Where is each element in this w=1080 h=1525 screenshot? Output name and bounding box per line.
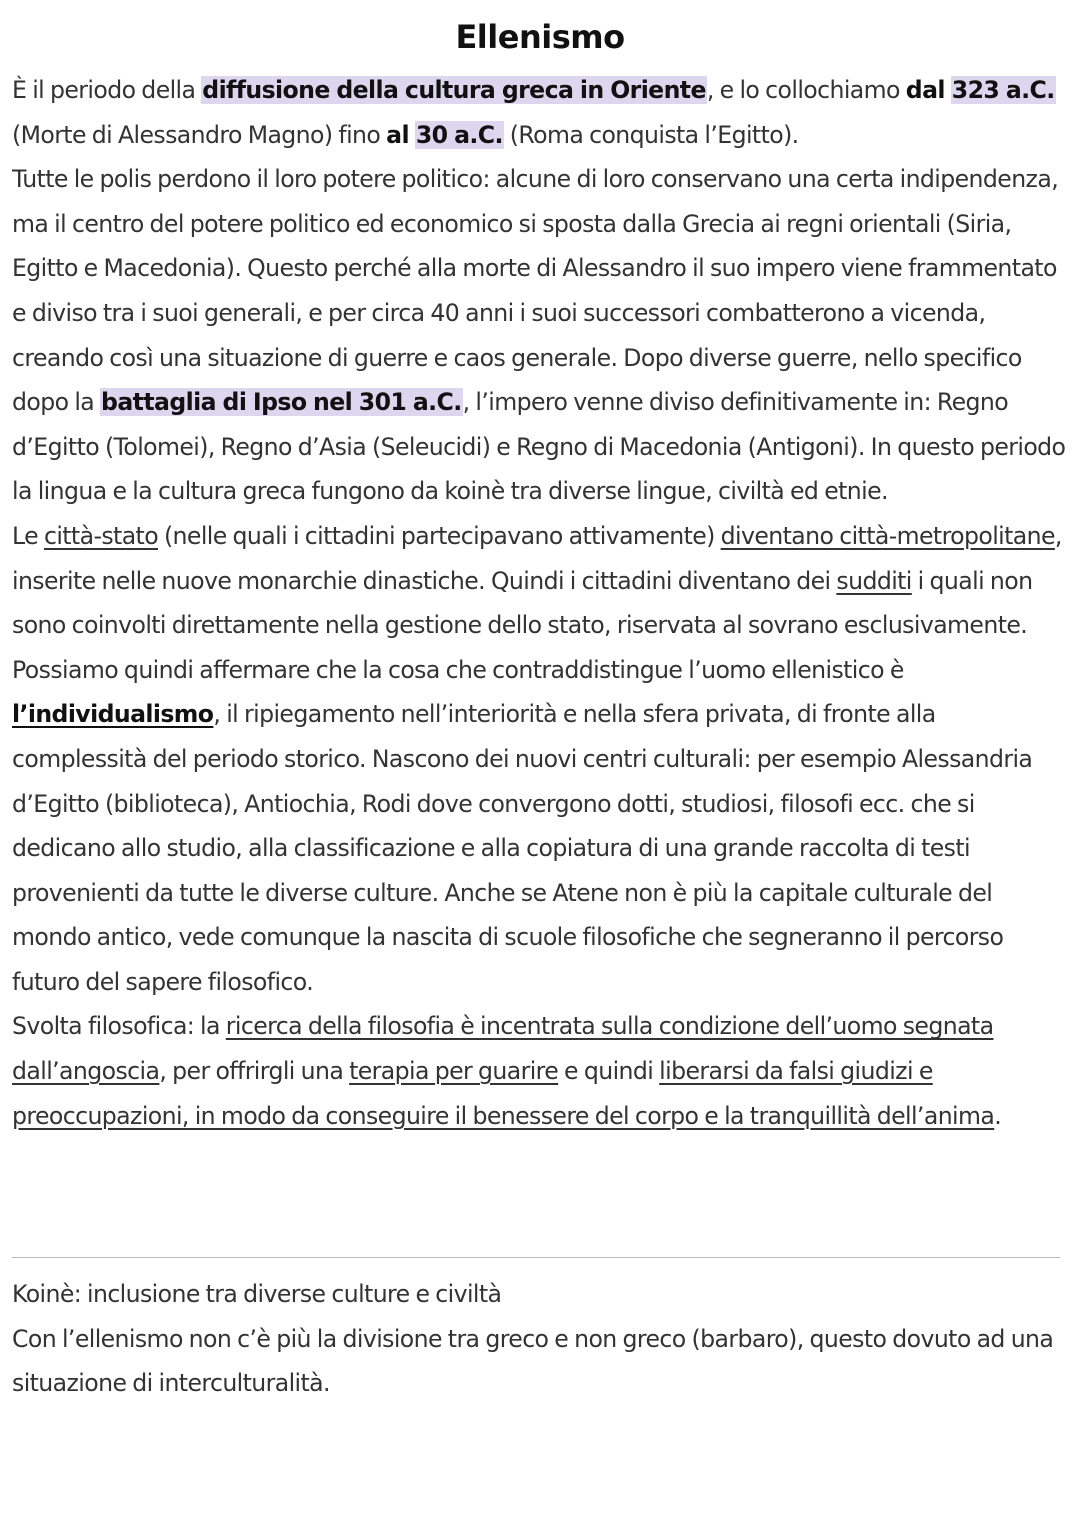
note-ellenismo: Con l’ellenismo non c’è più la divisione tra greco e non greco (barbaro), questo dovuto ad una situazione di interculturalità. <box>12 1324 1054 1398</box>
text-segment <box>409 121 415 149</box>
paragraph-intro <box>12 68 1072 157</box>
highlight-diffusione: diffusione della cultura greca in Oriente <box>202 76 706 104</box>
text-segment: (Morte di Alessandro Magno) fino <box>12 120 387 149</box>
text-segment: i quali non sono coinvolti direttamente nella gestione dello stato, riservata al sovrano esclusivamente. Possiamo quindi affermare che la cosa che contraddistingue l’uomo ellenistico è <box>12 566 1033 684</box>
text-segment <box>945 76 951 104</box>
text-segment: e quindi <box>558 1057 660 1086</box>
underline-citta-stato: città-stato <box>43 521 159 550</box>
document-title: Ellenismo <box>455 18 625 56</box>
highlight-323: 323 a.C. <box>951 76 1055 104</box>
underline-diventano: diventano città-metropolitane <box>720 521 1055 550</box>
bold-underline-individualismo: l’individualismo <box>12 700 214 729</box>
highlight-30: 30 a.C. <box>415 120 503 149</box>
text-segment: (nelle quali i cittadini partecipavano attivamente) <box>158 521 721 550</box>
text-segment: , il ripiegamento nell’interiorità e nella sfera privata, di fronte alla complessità del periodo storico. Nascono dei nuovi centri culturali: per esempio Alessandria d’Egitto (biblioteca), Antiochia, Rodi dove convergono dotti, studiosi, filosofi ecc. che si dedicano allo studio, alla classificazione e alla copiatura di una grande raccolta di testi provenienti da tutte le diverse culture. Anche se Atene non è più la capitale culturale del mondo antico, vede comunque la nascita di scuole filosofiche che segneranno il percorso futuro del sapere filosofico. <box>12 700 1033 996</box>
text-segment: Tutte le polis perdono il loro potere politico: alcune di loro conservano una certa indipendenza, ma il centro del potere politico ed economico si sposta dalla Grecia ai regni orientali (Siria, Egitto e Macedonia). Questo perché alla morte di Alessandro il suo impero viene frammentato e diviso tra i suoi generali, e per circa 40 anni i suoi successori combatterono a vicenda, creando così una situazione di guerre e caos generale. Dopo diverse guerre, nello specifico dopo la <box>12 165 1059 417</box>
text-segment: (Roma conquista l’Egitto). <box>503 120 799 149</box>
highlight-ipso: battaglia di Ipso nel 301 a.C. <box>101 388 462 417</box>
text-segment: Svolta filosofica: la <box>12 1012 226 1041</box>
text-segment: , per offrirgli una <box>159 1057 350 1086</box>
notes-section <box>12 1272 1072 1406</box>
text-segment: È il periodo della <box>12 76 202 104</box>
text-segment: , l’impero venne diviso definitivamente in: Regno d’Egitto (Tolomei), Regno d’Asia (Seleucidi) e Regno di Macedonia (Antigoni). In questo periodo la lingua e la cultura greca fungono da koinè tra diverse lingue, civiltà ed etnie. <box>12 388 1066 506</box>
underline-ricerca: ricerca della filosofia è incentrata sulla condizione dell’uomo segnata dall’angoscia <box>12 1012 994 1086</box>
note-koine: Koinè: inclusione tra diverse culture e civiltà <box>12 1280 502 1308</box>
text-segment: Le <box>12 521 44 550</box>
underline-sudditi: sudditi <box>836 566 912 595</box>
paragraph-citta <box>12 514 1072 1005</box>
paragraph-svolta <box>12 1004 1072 1138</box>
section-divider <box>12 1257 1060 1258</box>
underline-liberarsi: liberarsi da falsi giudizi e preoccupazioni, in modo da conseguire il benessere del corpo e la tranquillità dell’anima <box>12 1057 995 1130</box>
text-segment: , e lo collochiamo <box>706 76 906 104</box>
document-body <box>12 68 1072 1138</box>
underline-terapia: terapia per guarire <box>349 1057 559 1086</box>
bold-al: al <box>386 120 409 149</box>
text-segment: , inserite nelle nuove monarchie dinastiche. Quindi i cittadini diventano dei <box>12 521 1062 595</box>
text-segment: . <box>994 1101 1002 1130</box>
bold-dal: dal <box>905 76 945 104</box>
paragraph-polis <box>12 157 1072 514</box>
